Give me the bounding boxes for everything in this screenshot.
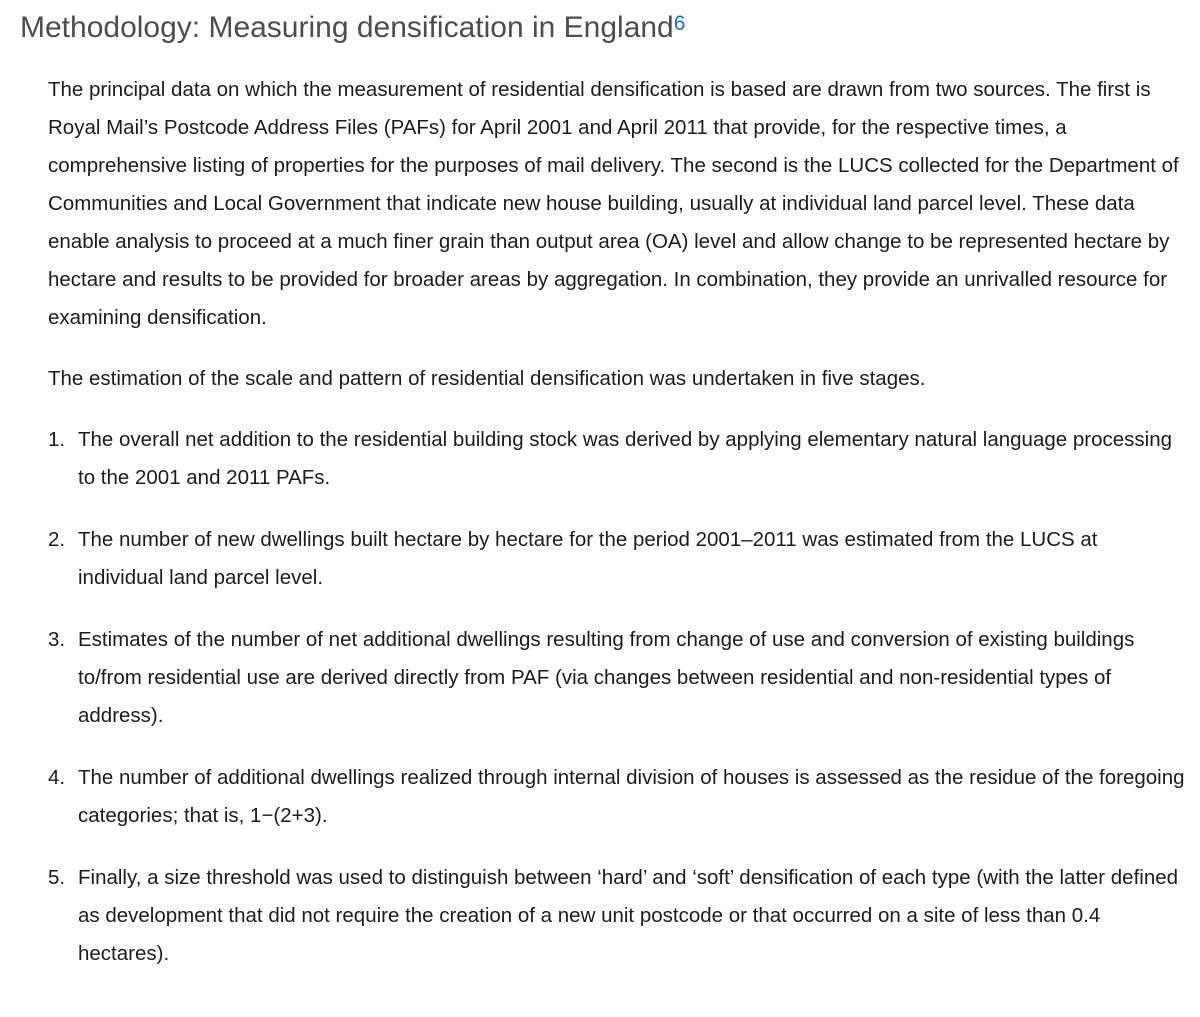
article-body — [48, 71, 1188, 997]
list-item — [48, 521, 1188, 597]
list-item — [48, 859, 1188, 973]
list-item-number: 3. — [48, 628, 66, 651]
list-item-text: Estimates of the number of net additional dwellings resulting from change of use and conversion of existing buildings to/from residential use are derived directly from PAF (via changes between residential and non-residential types of address). — [78, 628, 1135, 727]
list-item — [48, 621, 1188, 735]
stages-paragraph: The estimation of the scale and pattern of residential densification was undertaken in five stages. — [48, 367, 926, 390]
list-item-text: The overall net addition to the residential building stock was derived by applying elementary natural language processing to the 2001 and 2011 PAFs. — [78, 428, 1172, 489]
footnote-link[interactable]: 6 — [673, 12, 686, 35]
section-heading — [20, 8, 685, 48]
list-item-text: The number of new dwellings built hectare by hectare for the period 2001–2011 was estimated from the LUCS at individual land parcel level. — [78, 528, 1098, 589]
list-item-number: 5. — [48, 866, 66, 889]
list-item — [48, 759, 1188, 835]
list-item-text: Finally, a size threshold was used to distinguish between ‘hard’ and ‘soft’ densification of each type (with the latter defined as development that did not require the creation of a new unit postcode or that occurred on a site of less than 0.4 hectares). — [78, 866, 1179, 965]
list-item-number: 2. — [48, 528, 66, 551]
intro-paragraph: The principal data on which the measurement of residential densification is based are drawn from two sources. The first is Royal Mail’s Postcode Address Files (PAFs) for April 2001 and April 2011 that provide, for the respective times, a comprehensive listing of properties for the purposes of mail delivery. The second is the LUCS collected for the Department of Communities and Local Government that indicate new house building, usually at individual land parcel level. These data enable analysis to proceed at a much finer grain than output area (OA) level and allow change to be represented hectare by hectare and results to be provided for broader areas by aggregation. In combination, they provide an unrivalled resource for examining densification. — [48, 78, 1179, 329]
list-item — [48, 421, 1188, 497]
stages-list — [48, 421, 1188, 973]
heading-text: Methodology: Measuring densification in England — [20, 11, 674, 44]
list-item-text: The number of additional dwellings realized through internal division of houses is assessed as the residue of the foregoing categories; that is, 1−(2+3). — [78, 766, 1185, 827]
list-item-number: 4. — [48, 766, 66, 789]
list-item-number: 1. — [48, 428, 66, 451]
